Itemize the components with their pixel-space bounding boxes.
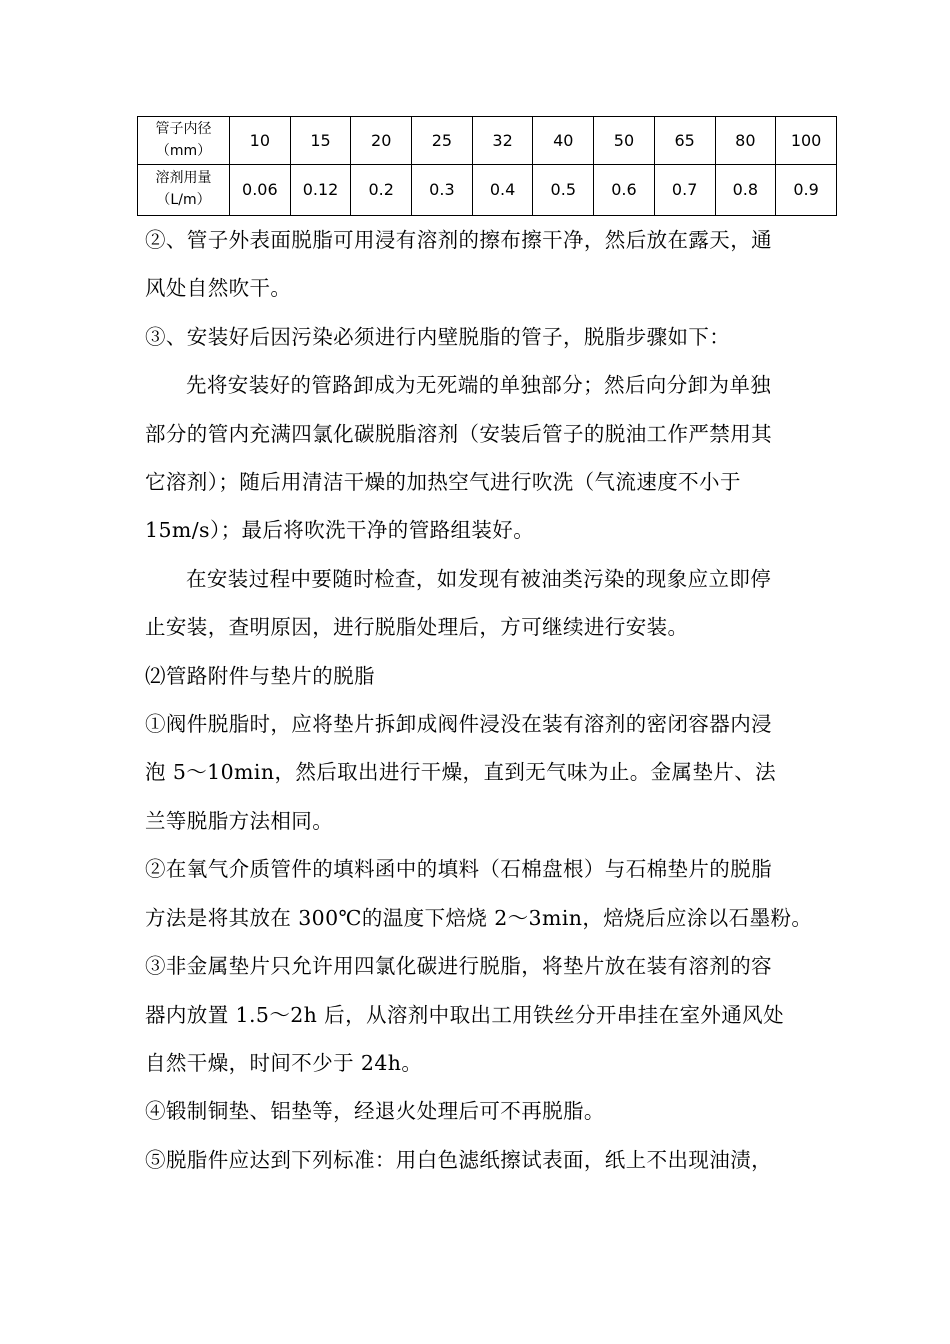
text-line: 兰等脱脂方法相同。 [145,808,334,833]
solvent-cell: 0.8 [715,165,776,216]
text-line: ⑤脱脂件应达到下列标准：用白色滤纸擦试表面，纸上不出现油渍， [145,1147,772,1172]
diameter-cell: 80 [715,117,776,165]
diameter-cell: 32 [472,117,533,165]
row-header-label: 管子内径 [155,120,212,137]
table-row-solvent-amount [138,165,837,216]
text-line: ③非金属垫片只允许用四氯化碳进行脱脂，将垫片放在装有溶剂的容 [145,954,772,979]
row-header-label: 溶剂用量 [155,170,212,187]
text-line: ③、安装好后因污染必须进行内壁脱脂的管子，脱脂步骤如下： [145,324,731,349]
text-line: 风处自然吹干。 [145,276,292,301]
solvent-usage-table [137,116,837,216]
solvent-cell: 0.06 [230,165,291,216]
text-line: 自然干燥，时间不少于 24h。 [145,1050,423,1075]
text-line: 在安装过程中要随时检查，如发现有被油类污染的现象应立即停 [186,566,772,591]
diameter-cell: 65 [654,117,715,165]
body-text [145,216,813,1184]
text-line: 先将安装好的管路卸成为无死端的单独部分；然后向分卸为单独 [186,373,772,398]
solvent-cell: 0.2 [351,165,412,216]
row-header-unit: （mm） [155,142,212,159]
row-header-unit: （L/m） [156,192,211,208]
text-line: ②在氧气介质管件的填料函中的填料（石棉盘根）与石棉垫片的脱脂 [145,857,772,882]
text-line: 泡 5～10min，然后取出进行干燥，直到无气味为止。金属垫片、法 [145,760,777,785]
diameter-cell: 15 [290,117,351,165]
text-line: 方法是将其放在 300℃的温度下焙烧 2～3min，焙烧后应涂以石墨粉。 [145,905,813,930]
diameter-cell: 100 [776,117,837,165]
solvent-cell: 0.9 [776,165,837,216]
solvent-cell: 0.3 [412,165,473,216]
solvent-cell: 0.7 [654,165,715,216]
text-line: 15m/s）；最后将吹洗干净的管路组装好。 [145,518,535,543]
text-line: 它溶剂）；随后用清洁干燥的加热空气进行吹洗（气流速度不小于 [145,470,741,495]
diameter-cell: 40 [533,117,594,165]
solvent-cell: 0.5 [533,165,594,216]
diameter-cell: 25 [412,117,473,165]
text-line: ④锻制铜垫、铝垫等，经退火处理后可不再脱脂。 [145,1099,605,1124]
section-heading: ⑵管路附件与垫片的脱脂 [145,663,375,688]
table-row-inner-diameter [138,117,837,165]
diameter-cell: 20 [351,117,412,165]
text-line: ②、管子外表面脱脂可用浸有溶剂的擦布擦干净，然后放在露天，通 [145,228,772,252]
row-header-solvent-amount [138,165,230,216]
diameter-cell: 50 [594,117,655,165]
text-line: 器内放置 1.5～2h 后，从溶剂中取出工用铁丝分开串挂在室外通风处 [145,1002,784,1027]
diameter-cell: 10 [230,117,291,165]
row-header-inner-diameter [138,117,230,165]
solvent-cell: 0.6 [594,165,655,216]
text-line: ①阀件脱脂时，应将垫片拆卸成阀件浸没在装有溶剂的密闭容器内浸 [145,712,772,737]
solvent-cell: 0.12 [290,165,351,216]
text-line: 止安装，查明原因，进行脱脂处理后，方可继续进行安装。 [145,615,689,640]
text-line: 部分的管内充满四氯化碳脱脂溶剂（安装后管子的脱油工作严禁用其 [145,421,772,446]
solvent-cell: 0.4 [472,165,533,216]
